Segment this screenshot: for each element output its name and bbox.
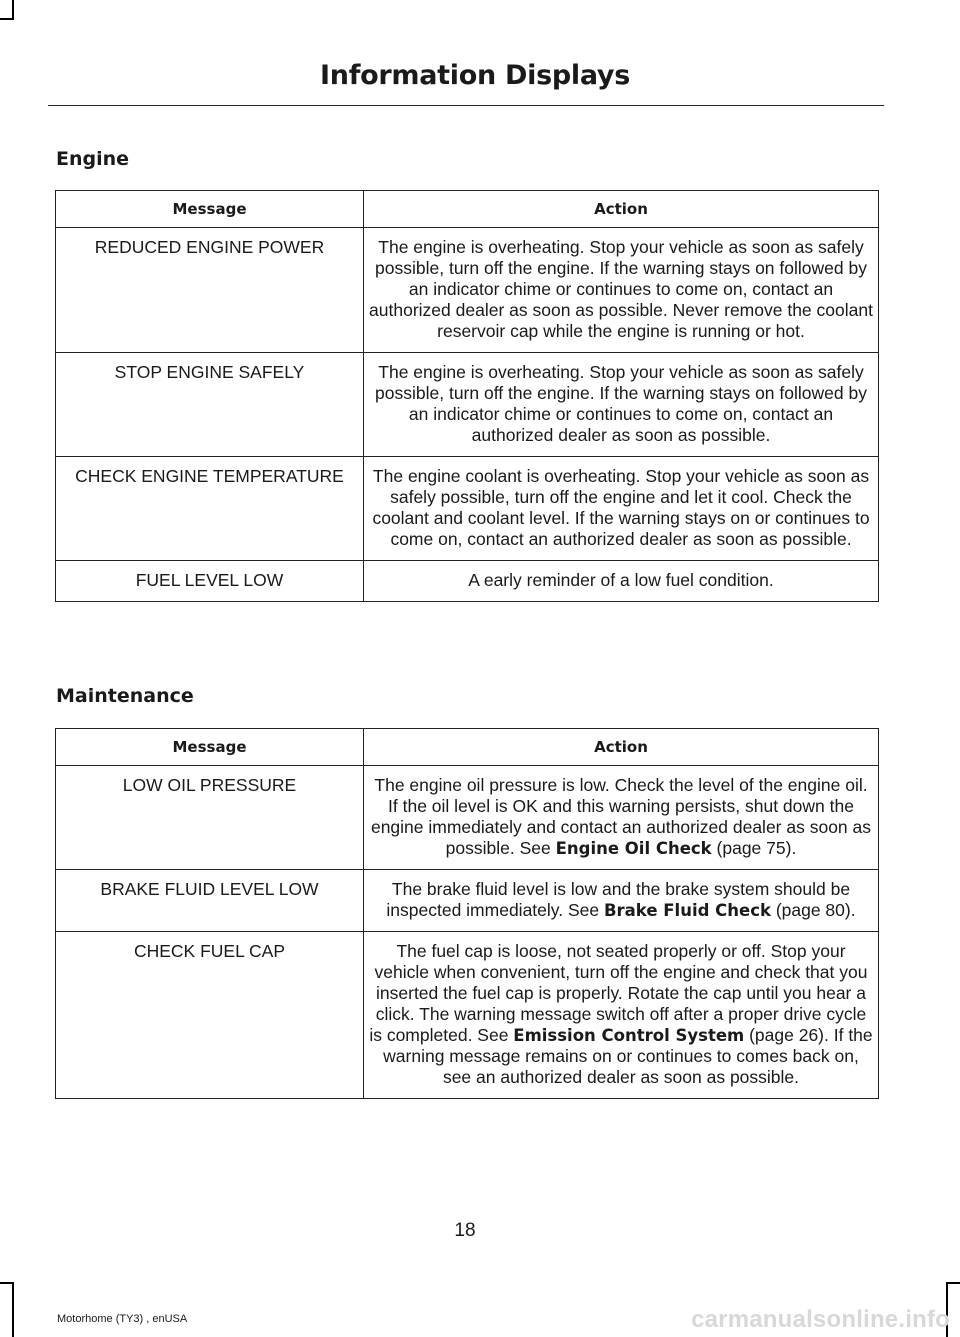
column-header-message: Message <box>56 729 364 766</box>
crop-mark <box>0 1282 14 1284</box>
table-header-row <box>56 729 879 766</box>
maintenance-messages-table <box>55 728 879 1099</box>
engine-messages-table <box>55 190 879 602</box>
crop-mark <box>12 1282 14 1337</box>
action-cell <box>364 870 879 932</box>
cross-reference-link[interactable]: Engine Oil Check <box>555 839 712 858</box>
page-reference: (page 75). <box>711 838 797 858</box>
table-header-row <box>56 191 879 228</box>
watermark: carmanualsonline.info <box>691 1306 950 1333</box>
page-title: Information Displays <box>320 60 630 91</box>
action-cell <box>364 932 879 1099</box>
action-cell: The engine coolant is overheating. Stop your vehicle as soon as safely possible, turn off the engine and let it cool. Check the coolant and coolant level. If the warning stays on or continues to come on, contact an authorized dealer as soon as possible. <box>364 457 879 561</box>
table-row <box>56 457 879 561</box>
action-cell: A early reminder of a low fuel condition. <box>364 561 879 602</box>
message-cell: FUEL LEVEL LOW <box>56 561 364 602</box>
cross-reference-link[interactable]: Brake Fluid Check <box>603 901 771 920</box>
section-heading-maintenance: Maintenance <box>56 685 194 707</box>
action-text: The fuel cap is loose, not seated properly or off. Stop your vehicle when convenient, turn off the engine and check that you inserted the fuel cap is properly. Rotate the cap until you hear a click. The warning message switch off after a proper drive cycle is completed. See <box>369 941 868 1045</box>
message-cell: REDUCED ENGINE POWER <box>56 228 364 353</box>
message-cell: STOP ENGINE SAFELY <box>56 353 364 457</box>
page-reference: (page 80). <box>770 900 856 920</box>
message-cell: LOW OIL PRESSURE <box>56 766 364 870</box>
action-text: The brake fluid level is low and the brake system should be inspected immediately. See <box>386 879 851 920</box>
column-header-action: Action <box>364 729 879 766</box>
message-cell: CHECK ENGINE TEMPERATURE <box>56 457 364 561</box>
table-row <box>56 228 879 353</box>
section-heading-engine: Engine <box>56 148 130 170</box>
table-row <box>56 870 879 932</box>
table-row <box>56 932 879 1099</box>
action-cell: The engine is overheating. Stop your vehicle as soon as safely possible, turn off the engine. If the warning stays on followed by an indicator chime or continues to come on, contact an authorized dealer as soon as possible. <box>364 353 879 457</box>
document-footer: Motorhome (TY3) , enUSA <box>57 1313 188 1325</box>
message-cell: BRAKE FLUID LEVEL LOW <box>56 870 364 932</box>
page-reference: (page 26). If the warning message remains on or continues to comes back on, see an authorized dealer as soon as possible. <box>383 1025 873 1087</box>
action-cell: The engine is overheating. Stop your vehicle as soon as safely possible, turn off the engine. If the warning stays on followed by an indicator chime or continues to come on, contact an authorized dealer as soon as possible. Never remove the coolant reservoir cap while the engine is running or hot. <box>364 228 879 353</box>
action-text: The engine oil pressure is low. Check the level of the engine oil. If the oil level is OK and this warning persists, shut down the engine immediately and contact an authorized dealer as soon as possible. See <box>370 775 872 858</box>
page-number: 18 <box>454 1220 476 1241</box>
crop-mark <box>12 0 14 20</box>
table-row <box>56 561 879 602</box>
crop-mark <box>946 1282 960 1284</box>
table-row <box>56 353 879 457</box>
message-cell: CHECK FUEL CAP <box>56 932 364 1099</box>
column-header-message: Message <box>56 191 364 228</box>
cross-reference-link[interactable]: Emission Control System <box>513 1026 745 1045</box>
header-divider <box>48 105 884 106</box>
action-cell <box>364 766 879 870</box>
column-header-action: Action <box>364 191 879 228</box>
table-row <box>56 766 879 870</box>
crop-mark <box>0 18 14 20</box>
